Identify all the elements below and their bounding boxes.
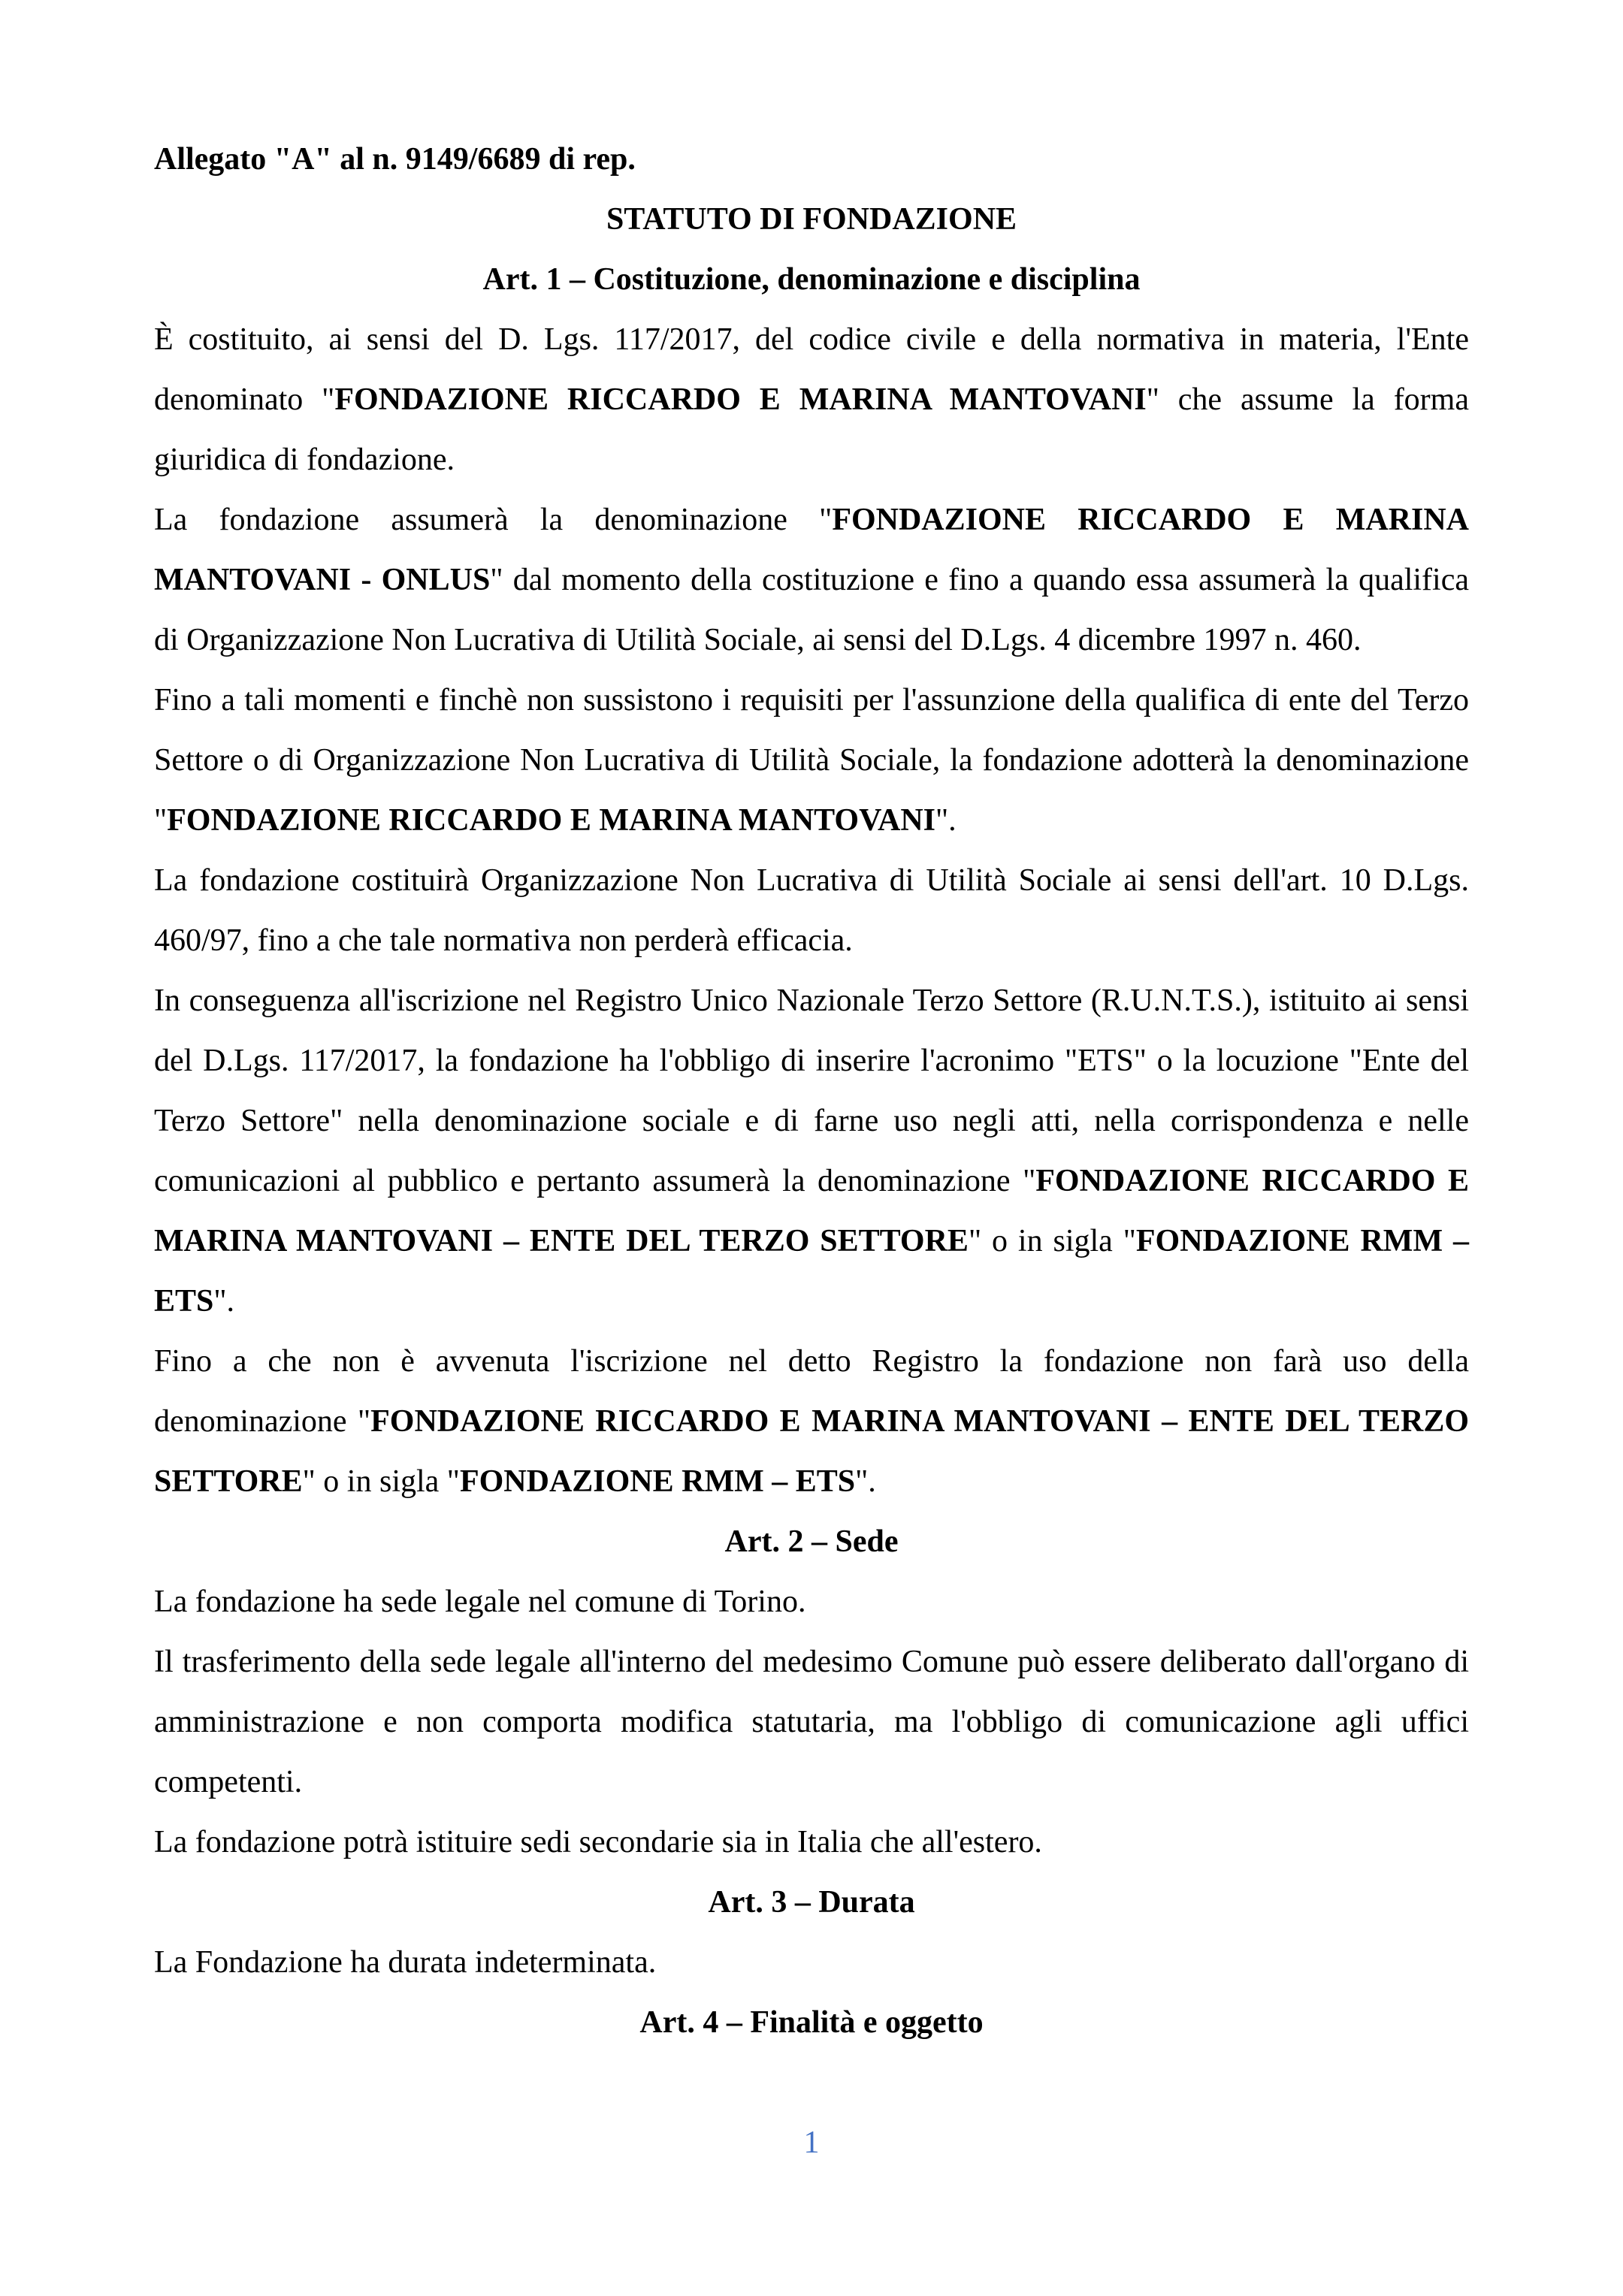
document-paragraph — [154, 1932, 1469, 1992]
bold-text-run: FONDAZIONE RICCARDO E MARINA MANTOVANI — [334, 382, 1147, 417]
document-body — [154, 129, 1469, 2053]
document-annex — [154, 129, 1469, 189]
document-heading — [154, 1992, 1469, 2053]
bold-text-run: FONDAZIONE RICCARDO E MARINA MANTOVANI — [167, 803, 936, 838]
bold-text-run: Art. 1 – Costituzione, denominazione e disciplina — [482, 262, 1141, 297]
document-paragraph — [154, 1632, 1469, 1812]
text-run: La fondazione ha sede legale nel comune di Torino. — [154, 1585, 806, 1619]
bold-text-run: FONDAZIONE RMM – ETS — [459, 1464, 856, 1499]
bold-text-run: Art. 3 – Durata — [708, 1885, 915, 1920]
text-run: " o in sigla " — [968, 1224, 1136, 1258]
document-paragraph — [154, 1572, 1469, 1632]
document-paragraph — [154, 850, 1469, 971]
document-paragraph — [154, 1812, 1469, 1872]
text-run: " o in sigla " — [302, 1464, 460, 1499]
text-run: ". — [213, 1284, 235, 1319]
text-run: ". — [855, 1464, 876, 1499]
text-run: Fino a tali momenti e finchè non sussistono i requisiti per l'assunzione della qualifica di ente del Terzo Settore o di Organizzazione Non Lucrativa di Utilità Sociale, la fondazione adotterà la denominazione " — [154, 683, 1469, 838]
document-heading — [154, 189, 1469, 249]
bold-text-run: FONDAZIONE RICCARDO E MARINA MANTOVANI - ONLUS — [154, 503, 1469, 597]
text-run: La fondazione costituirà Organizzazione Non Lucrativa di Utilità Sociale ai sensi dell'art. 10 D.Lgs. 460/97, fino a che tale normativa non perderà efficacia. — [154, 863, 1469, 958]
document-heading — [154, 249, 1469, 310]
text-run: " dal momento della costituzione e fino a quando essa assumerà la qualifica di Organizzazione Non Lucrativa di Utilità Sociale, ai sensi del D.Lgs. 4 dicembre 1997 n. 460. — [154, 563, 1469, 657]
text-run: In conseguenza all'iscrizione nel Registro Unico Nazionale Terzo Settore (R.U.N.T.S.), istituito ai sensi del D.Lgs. 117/2017, la fondazione ha l'obbligo di inserire l'acronimo "ETS" o la locuzione "Ente del Terzo Settore" nella denominazione sociale e di farne uso negli atti, nella corrispondenza e nelle comunicazioni al pubblico e pertanto assumerà la denominazione " — [154, 983, 1469, 1198]
bold-text-run: Art. 2 – Sede — [724, 1524, 899, 1559]
document-paragraph — [154, 310, 1469, 490]
page-footer — [0, 2113, 1623, 2173]
text-run: La Fondazione ha durata indeterminata. — [154, 1945, 657, 1980]
document-paragraph — [154, 971, 1469, 1331]
text-run: La fondazione potrà istituire sedi secondarie sia in Italia che all'estero. — [154, 1825, 1042, 1859]
text-run: Fino a che non è avvenuta l'iscrizione nel detto Registro la fondazione non farà uso della denominazione " — [154, 1344, 1469, 1439]
document-heading — [154, 1872, 1469, 1932]
document-heading — [154, 1512, 1469, 1572]
bold-text-run: Art. 4 – Finalità e oggetto — [639, 2005, 984, 2040]
text-run: " che assume la forma giuridica di fondazione. — [154, 382, 1469, 477]
bold-text-run: STATUTO DI FONDAZIONE — [606, 202, 1017, 237]
text-run: Il trasferimento della sede legale all'interno del medesimo Comune può essere deliberato dall'organo di amministrazione e non comporta modifica statutaria, ma l'obbligo di comunicazione agli uffici competenti. — [154, 1645, 1469, 1799]
text-run: ". — [935, 803, 957, 838]
page-number: 1 — [803, 2125, 820, 2160]
text-run: È costituito, ai sensi del D. Lgs. 117/2017, del codice civile e della normativa in materia, l'Ente denominato " — [154, 322, 1469, 417]
bold-text-run: FONDAZIONE RICCARDO E MARINA MANTOVANI – ENTE DEL TERZO SETTORE — [154, 1164, 1469, 1258]
bold-text-run: Allegato "A" al n. 9149/6689 di rep. — [154, 142, 636, 177]
document-paragraph — [154, 490, 1469, 670]
document-paragraph — [154, 670, 1469, 850]
document-paragraph — [154, 1331, 1469, 1512]
bold-text-run: FONDAZIONE RMM – ETS — [154, 1224, 1469, 1319]
text-run: La fondazione assumerà la denominazione " — [154, 503, 833, 537]
bold-text-run: FONDAZIONE RICCARDO E MARINA MANTOVANI – ENTE DEL TERZO SETTORE — [154, 1404, 1470, 1499]
